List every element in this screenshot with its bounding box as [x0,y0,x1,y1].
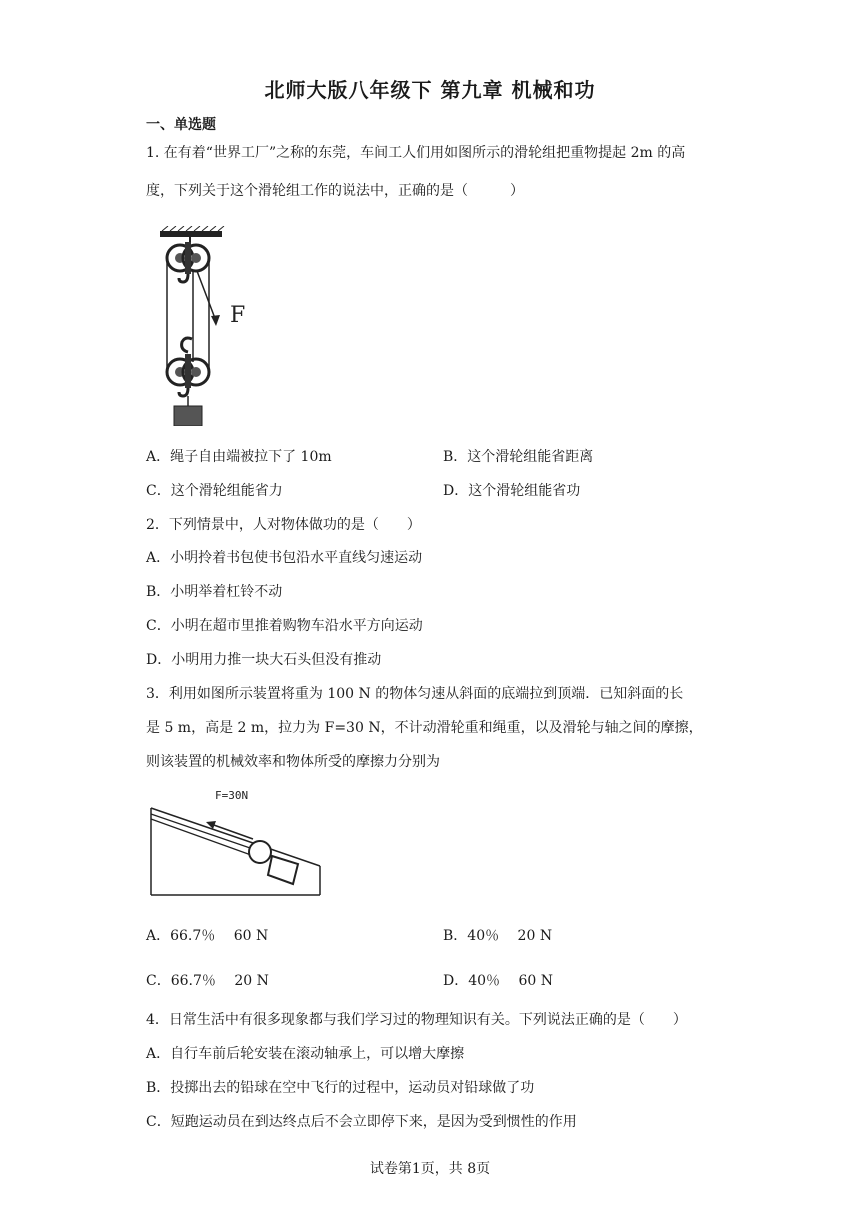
q3-option-d: D．40％ 60 N [443,973,554,989]
q2-option-c: C．小明在超市里推着购物车沿水平方向运动 [146,618,423,634]
q2-stem-line-1: 2．下列情景中，人对物体做功的是（ ） [146,517,421,533]
q1-option-b: B．这个滑轮组能省距离 [443,449,594,465]
q3-option-a: A．66.7％ 60 N [146,928,269,944]
force-label: F=30N [215,789,249,802]
q3-option-b: B．40％ 20 N [443,928,553,944]
q1-stem-line-1: 1. 在有着“世界工厂”之称的东莞，车间工人们用如图所示的滑轮组把重物提起 2m 的高 [146,145,686,161]
q1-option-d: D．这个滑轮组能省功 [443,483,581,499]
page-title: 北师大版八年级下 第九章 机械和功 [264,78,596,102]
section-heading: 一、单选题 [146,117,216,133]
pulley-figure [150,226,260,426]
q4-option-b: B．投掷出去的铅球在空中飞行的过程中，运动员对铅球做了功 [146,1080,535,1096]
q2-option-a: A．小明拎着书包使书包沿水平直线匀速运动 [146,550,423,566]
q2-option-b: B．小明举着杠铃不动 [146,584,283,600]
q4-option-c: C．短跑运动员在到达终点后不会立即停下来，是因为受到惯性的作用 [146,1114,577,1130]
q1-option-c: C．这个滑轮组能省力 [146,483,283,499]
q2-option-d: D．小明用力推一块大石头但没有推动 [146,652,382,668]
ceiling-bar [160,231,222,237]
q3-stem-line-2: 是 5 m，高是 2 m，拉力为 F=30 N，不计动滑轮重和绳重，以及滑轮与轴之间的摩擦， [146,720,703,736]
q4-option-a: A．自行车前后轮安装在滚动轴承上，可以增大摩擦 [146,1046,465,1062]
force-label: F [230,303,246,328]
weight-block [174,406,202,426]
q4-stem-line-1: 4．日常生活中有很多现象都与我们学习过的物理知识有关。下列说法正确的是（ ） [146,1012,687,1028]
q3-stem-line-3: 则该装置的机械效率和物体所受的摩擦力分别为 [146,754,440,770]
incline-pulley [249,841,271,863]
movable-pulley [167,354,209,388]
q1-stem-line-2: 度，下列关于这个滑轮组工作的说法中，正确的是（ ） [146,183,524,199]
incline-block [268,856,298,884]
incline-figure [148,784,323,899]
q3-stem-line-1: 3．利用如图所示装置将重为 100 N 的物体匀速从斜面的底端拉到顶端．已知斜面的长 [146,686,684,702]
q3-option-c: C．66.7％ 20 N [146,973,269,989]
q1-option-a: A．绳子自由端被拉下了 10m [146,449,332,465]
fixed-pulley [167,242,209,274]
page-footer: 试卷第1页，共 8页 [369,1161,491,1177]
